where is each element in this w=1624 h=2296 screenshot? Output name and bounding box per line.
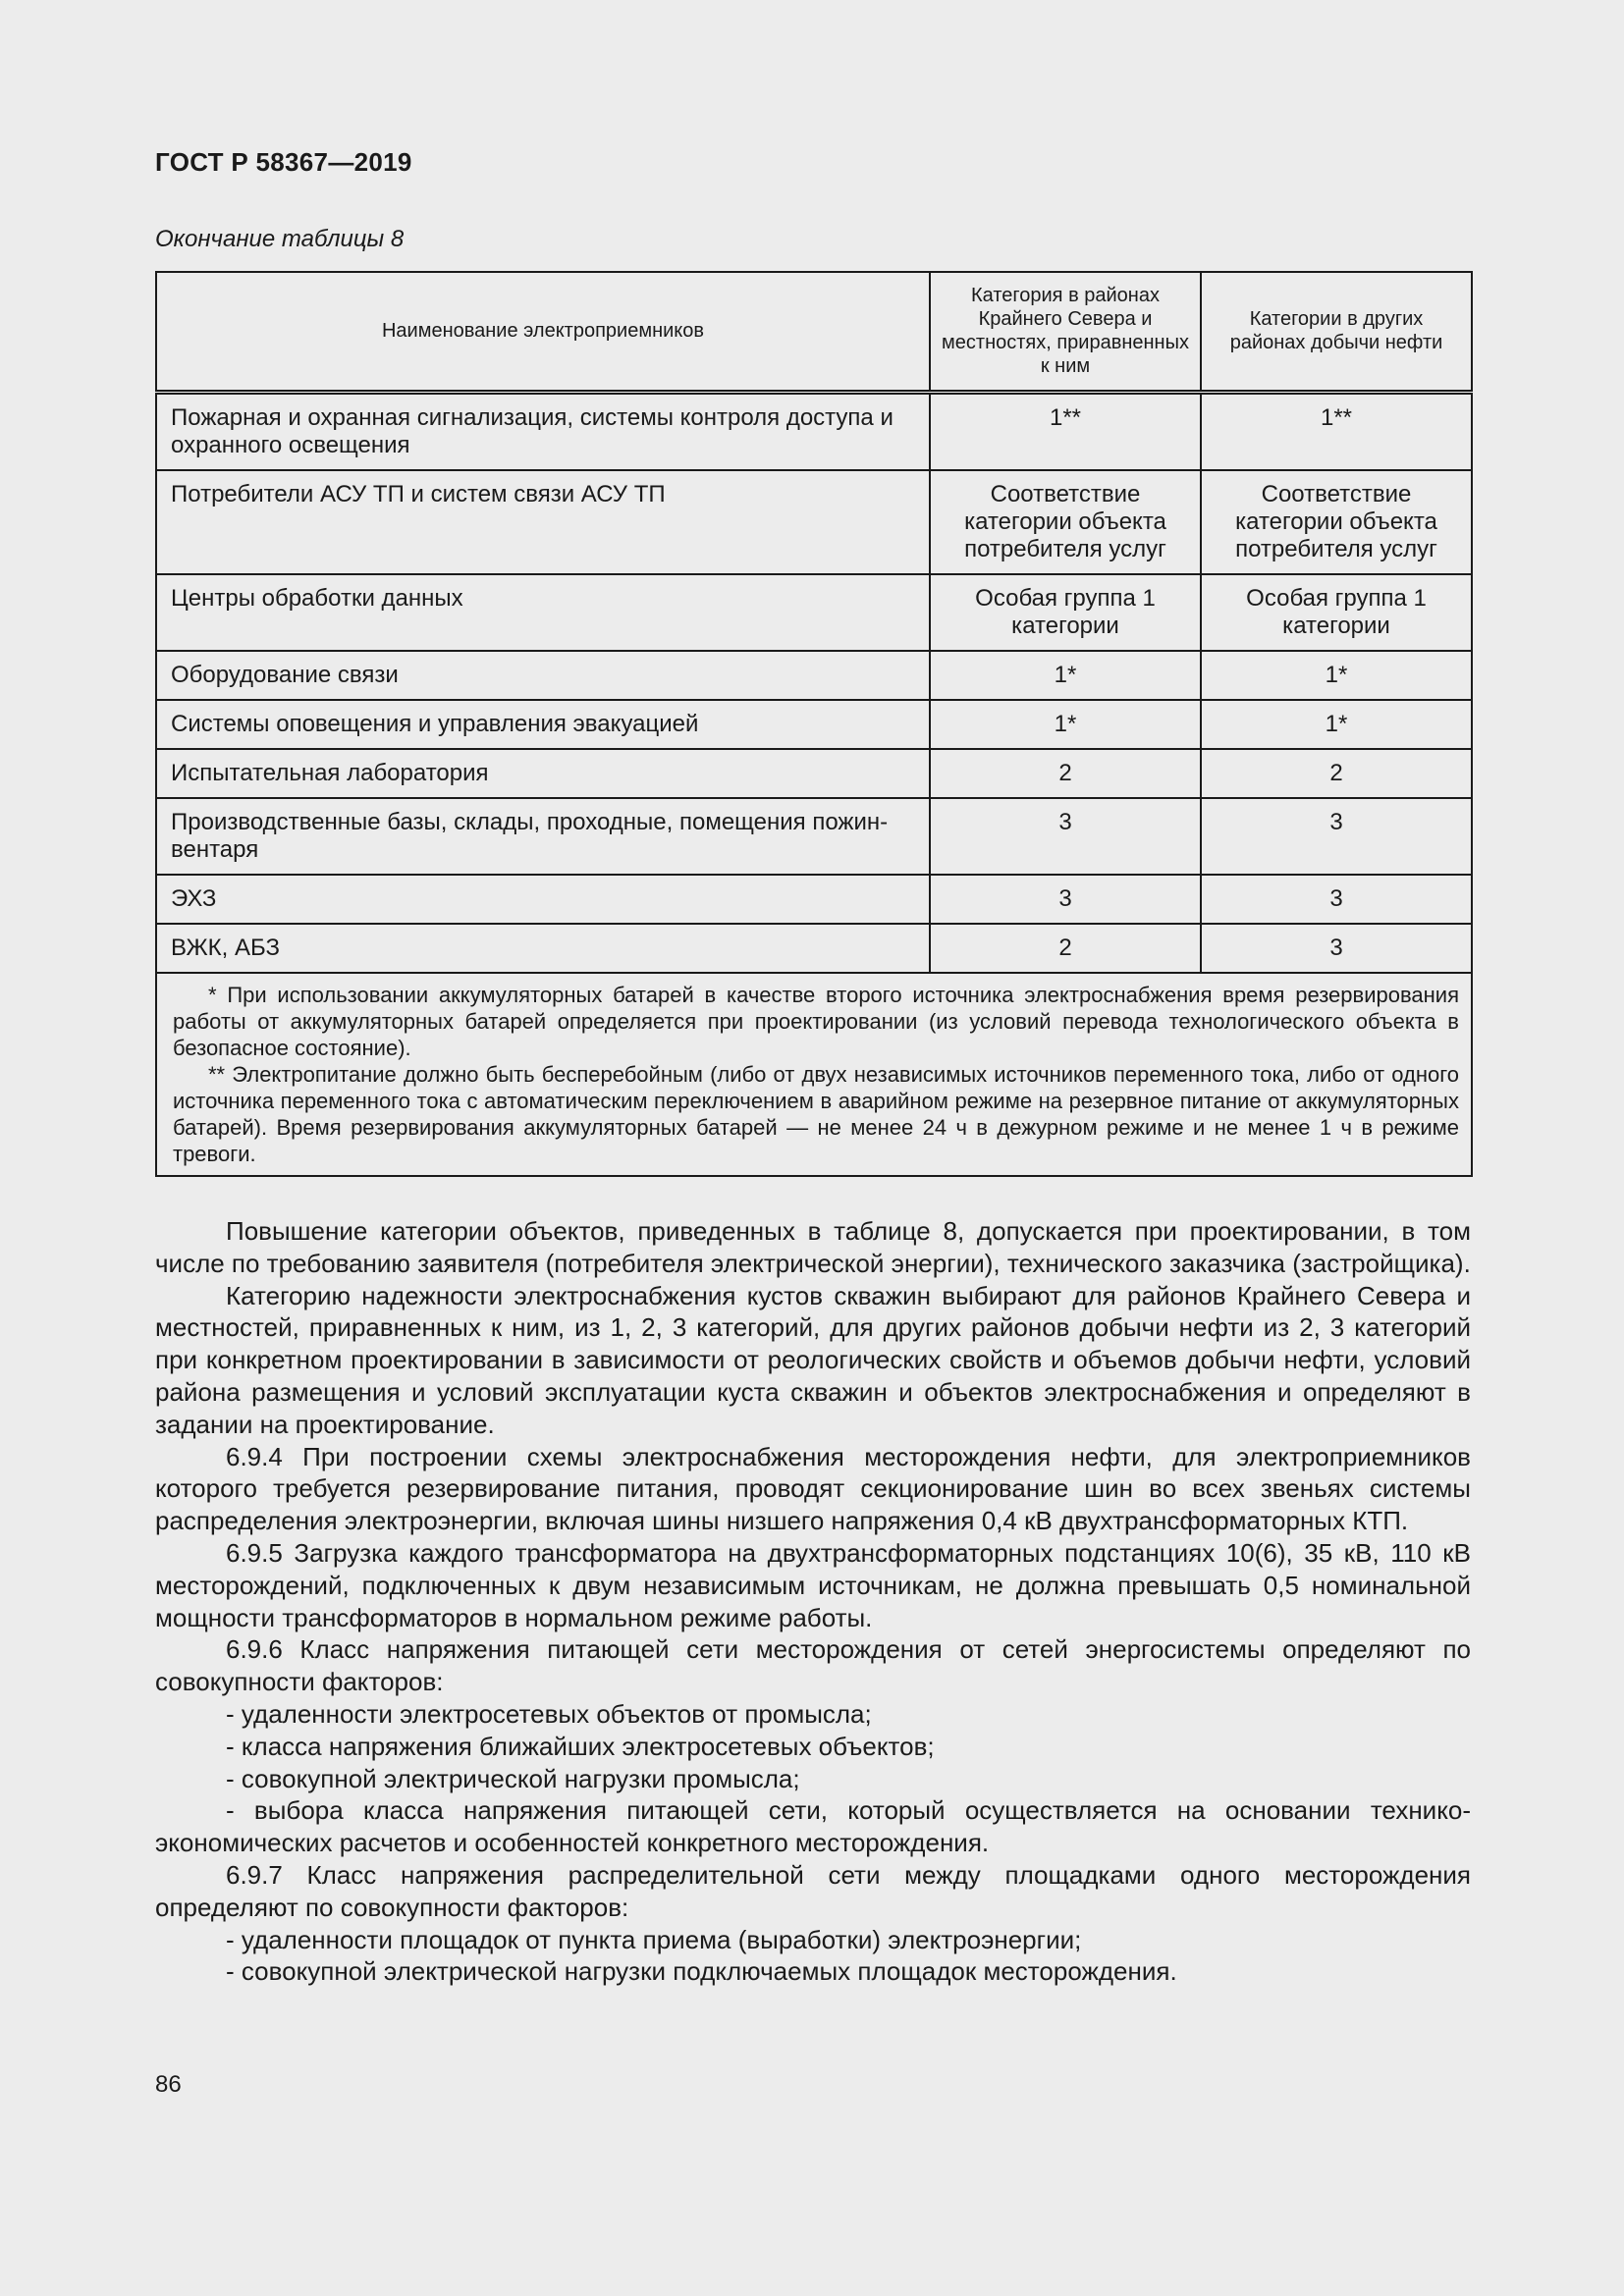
paragraph-6-9-6: 6.9.6 Класс напряжения питающей сети месторождения от сетей энергосистемы определяют по совокупности факторов: — [155, 1634, 1471, 1697]
cell-name: Оборудование связи — [156, 651, 930, 700]
cell-other: Особая группа 1 категории — [1201, 574, 1472, 651]
cell-north: 1** — [930, 392, 1201, 470]
paragraph-6-9-7: 6.9.7 Класс напряжения распределительной сети между площадками одного месторождения определяют по совокупности факторов: — [155, 1859, 1471, 1922]
table-row — [156, 470, 1472, 574]
cell-north: 2 — [930, 924, 1201, 973]
table-row — [156, 700, 1472, 749]
footnote-single-asterisk: * При использовании аккумуляторных батарей в качестве второго источника электроснабжения время резервирования работы от аккумуляторных батарей определяется при проектировании (из условий перевода технологического объекта в безопасное состояние). — [173, 983, 1459, 1060]
paragraph: Повышение категории объектов, приведенных в таблице 8, допускается при проектировании, в том числе по требованию заявителя (потребителя электрической энергии), технического заказчика (застройщика). — [155, 1216, 1471, 1278]
cell-name: Центры обработки данных — [156, 574, 930, 651]
list-item: - совокупной электрической нагрузки промысла; — [226, 1763, 800, 1793]
list-item: - удаленности площадок от пункта приема (выработки) электроэнергии; — [226, 1924, 1082, 1954]
cell-north: 1* — [930, 651, 1201, 700]
cell-other: 3 — [1201, 875, 1472, 924]
table-row — [156, 651, 1472, 700]
table-8 — [155, 271, 1473, 1177]
paragraph: Категорию надежности электроснабжения кустов скважин выбирают для районов Крайнего Севера и местностей, приравненных к ним, из 1, 2, 3 категорий, для других районов добычи нефти из 2, 3 категорий при конкретном проектировании в зависимости от реологических свойств и объемов добычи нефти, условий района размещения и условий эксплуатации куста скважин и объектов электроснабжения и определяют в задании на проектирование. — [155, 1280, 1471, 1439]
cell-other: 1* — [1201, 651, 1472, 700]
table-row — [156, 574, 1472, 651]
table-header-row — [156, 272, 1472, 392]
column-header-name: Наименование электроприемников — [156, 272, 930, 392]
cell-other: 2 — [1201, 749, 1472, 798]
cell-north: Соответствие категории объекта потребителя услуг — [930, 470, 1201, 574]
cell-name: Пожарная и охранная сигнализация, системы контроля доступа и охранного освещения — [156, 392, 930, 470]
cell-north: 3 — [930, 798, 1201, 875]
paragraph-6-9-4: 6.9.4 При построении схемы электроснабжения месторождения нефти, для электроприемников которого требуется резервирование питания, проводят секционирование шин во всех звеньях системы распределения электроэнергии, включая шины низшего напряжения 0,4 кВ двухтрансформаторных КТП. — [155, 1441, 1471, 1536]
paragraph-6-9-5: 6.9.5 Загрузка каждого трансформатора на двухтрансформаторных подстанциях 10(6), 35 кВ, 110 кВ месторождений, подключенных к двум независимым источникам, не должна превышать 0,5 номинальной мощности трансформаторов в нормальном режиме работы. — [155, 1537, 1471, 1632]
table-row — [156, 924, 1472, 973]
cell-north: 3 — [930, 875, 1201, 924]
cell-name: ВЖК, АБЗ — [156, 924, 930, 973]
cell-name: Производственные базы, склады, проходные, помещения пожин-вентаря — [156, 798, 930, 875]
cell-north: Особая группа 1 категории — [930, 574, 1201, 651]
list-item: - совокупной электрической нагрузки подключаемых площадок месторождения. — [226, 1956, 1177, 1987]
list-item: - выбора класса напряжения питающей сети, который осуществляется на основании технико-экономических расчетов и особенностей конкретного месторождения. — [155, 1795, 1471, 1858]
cell-other: 3 — [1201, 798, 1472, 875]
document-code: ГОСТ Р 58367—2019 — [155, 147, 412, 177]
cell-north: 1* — [930, 700, 1201, 749]
cell-other: 1* — [1201, 700, 1472, 749]
table-caption: Окончание таблицы 8 — [155, 226, 405, 252]
list-item: - удаленности электросетевых объектов от промысла; — [226, 1698, 872, 1729]
cell-name: Испытательная лаборатория — [156, 749, 930, 798]
cell-other: Соответствие категории объекта потребителя услуг — [1201, 470, 1472, 574]
body-text — [155, 1215, 1471, 1988]
cell-name: Системы оповещения и управления эвакуацией — [156, 700, 930, 749]
cell-north: 2 — [930, 749, 1201, 798]
table-row — [156, 392, 1472, 470]
cell-name: ЭХЗ — [156, 875, 930, 924]
cell-other: 3 — [1201, 924, 1472, 973]
column-header-other: Категории в других районах добычи нефти — [1201, 272, 1472, 392]
table-row — [156, 798, 1472, 875]
table-footnotes-row — [156, 973, 1472, 1176]
column-header-north: Категория в районах Крайнего Севера и местностях, приравненных к ним — [930, 272, 1201, 392]
table-row — [156, 749, 1472, 798]
list-item: - класса напряжения ближайших электросетевых объектов; — [226, 1731, 935, 1761]
table-row — [156, 875, 1472, 924]
footnote-double-asterisk: ** Электропитание должно быть бесперебойным (либо от двух независимых источников переменного тока, либо от одного источника переменного тока с автоматическим переключением в аварийном режиме на резервное питание от аккумуляторных батарей). Время резервирования аккумуляторных батарей — не менее 24 ч в дежурном режиме и не менее 1 ч в режиме тревоги. — [173, 1062, 1459, 1166]
table-footnotes — [156, 973, 1472, 1176]
cell-other: 1** — [1201, 392, 1472, 470]
page-number: 86 — [155, 2071, 182, 2098]
cell-name: Потребители АСУ ТП и систем связи АСУ ТП — [156, 470, 930, 574]
